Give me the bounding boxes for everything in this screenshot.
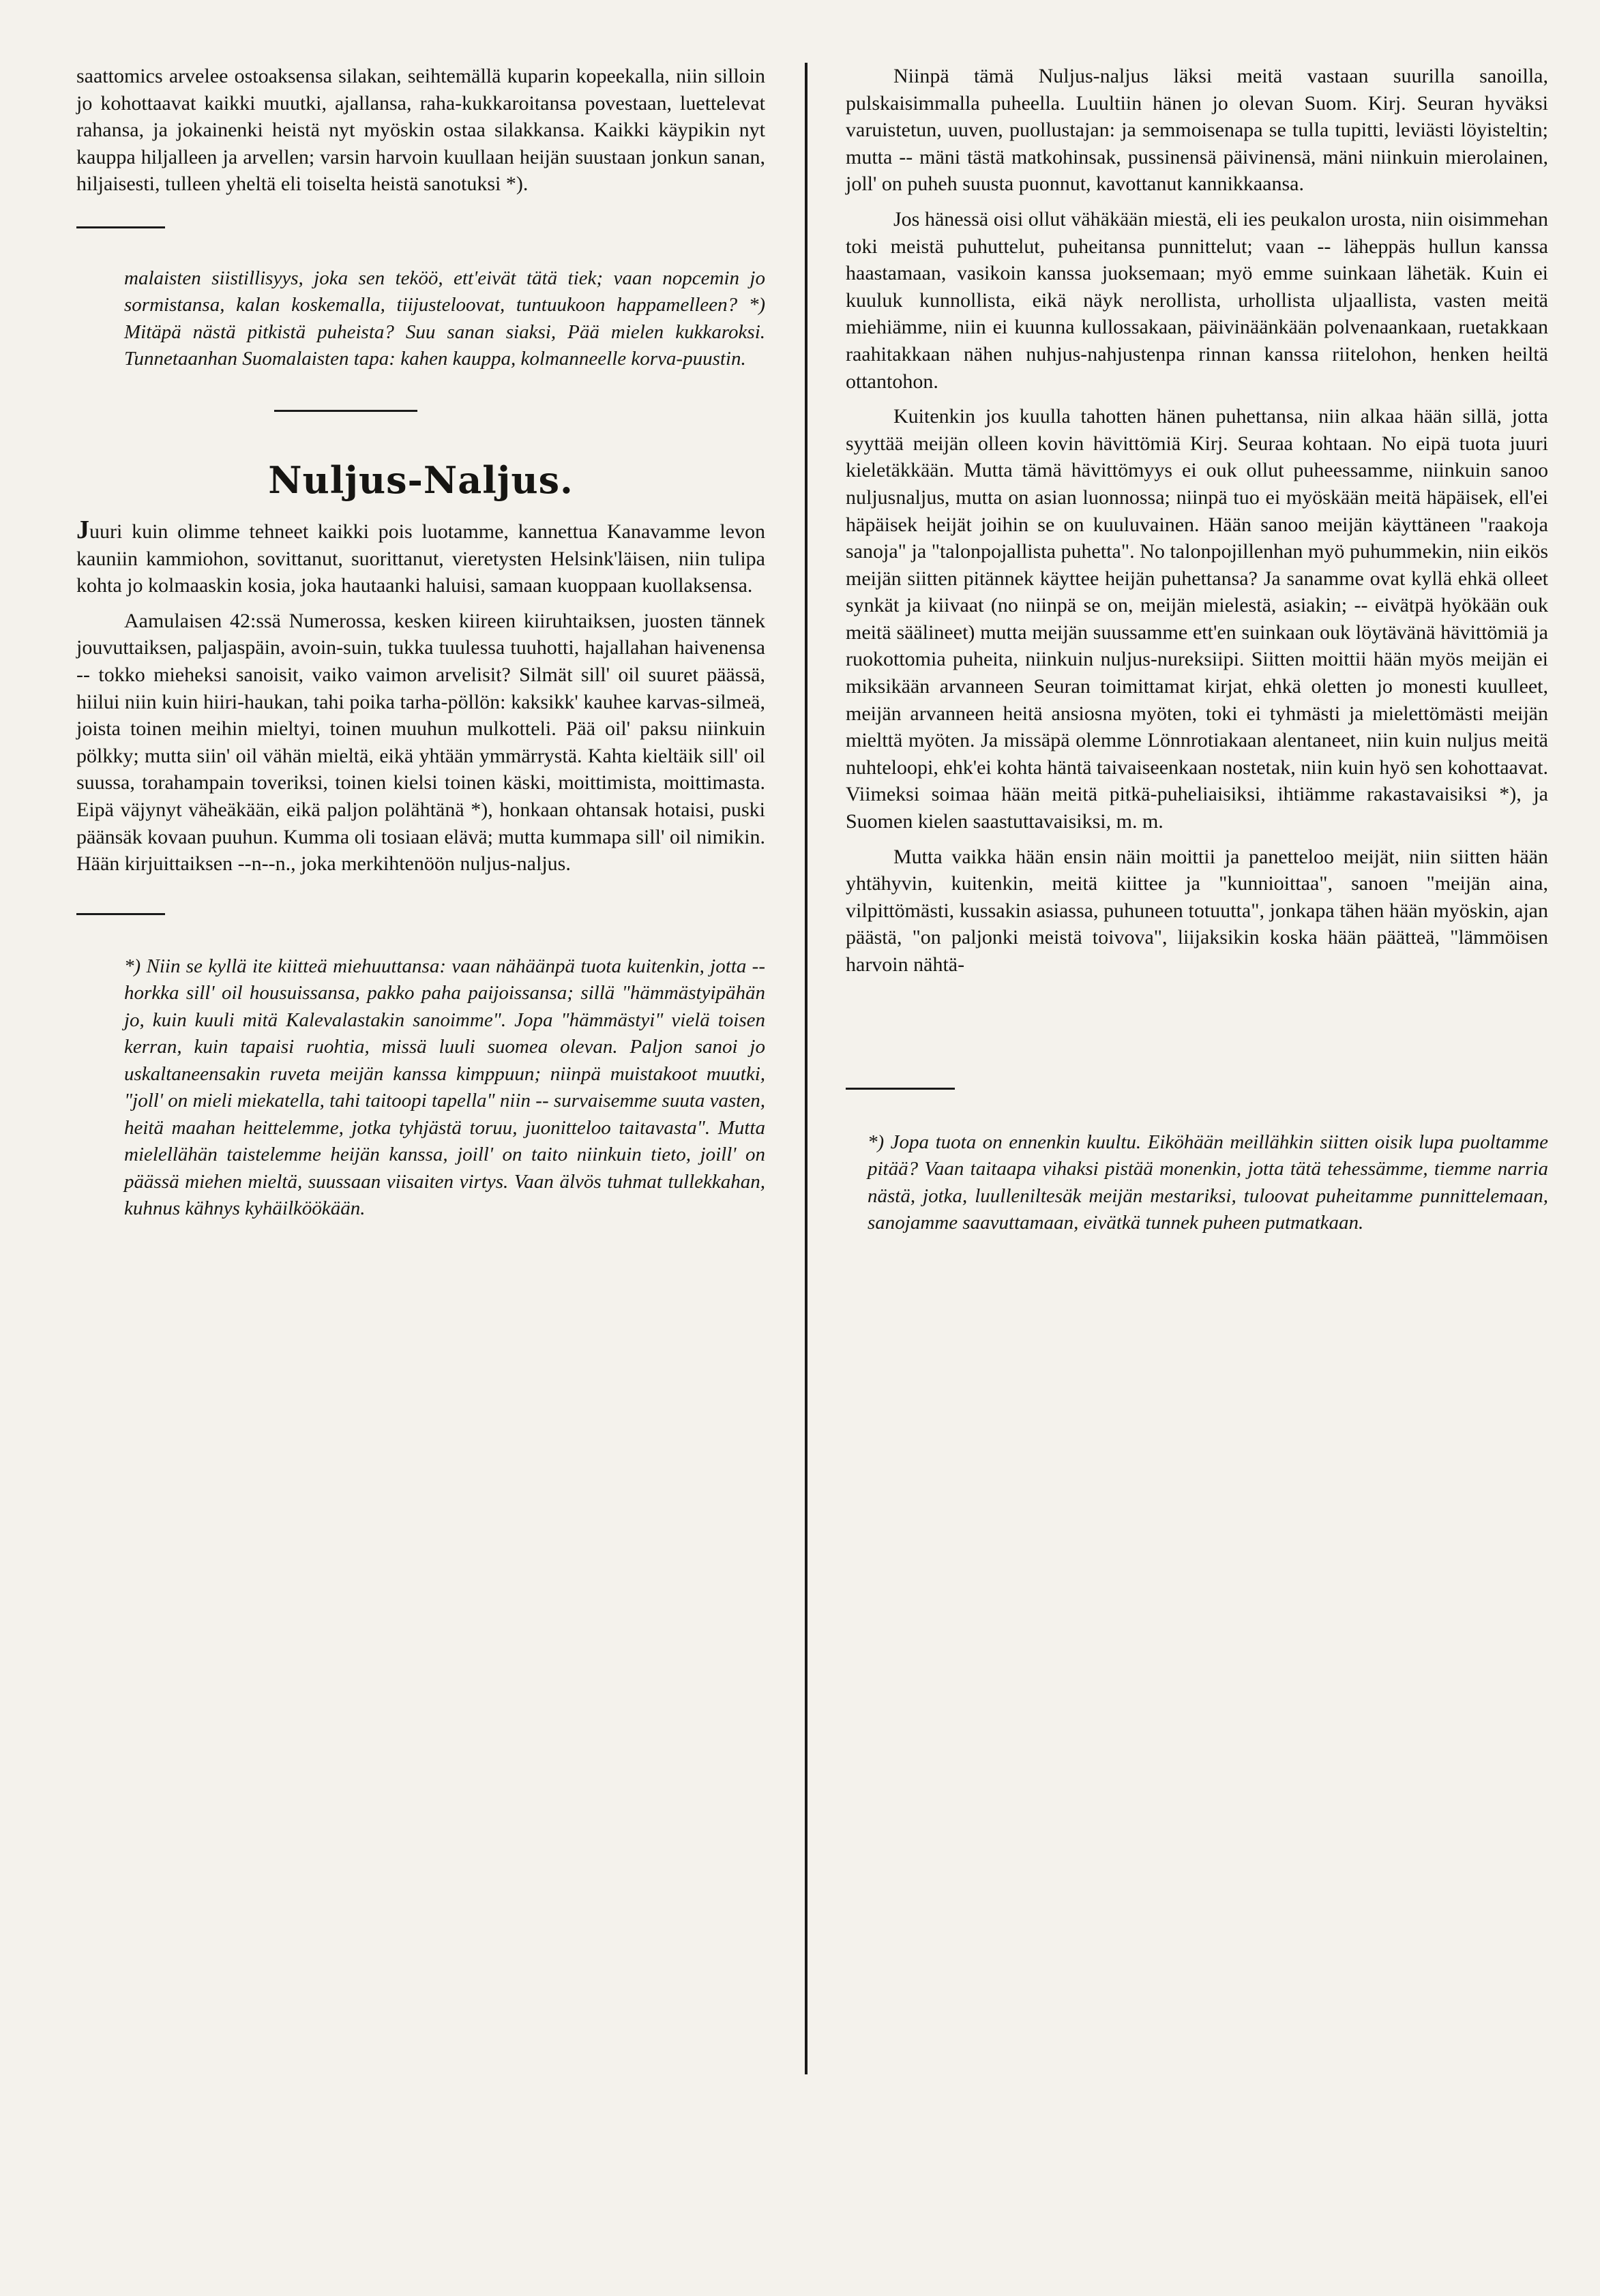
section-divider <box>274 410 417 412</box>
footnote-rule <box>846 1088 955 1090</box>
paragraph-top: saattomics arvelee ostoaksensa silakan, seihtemällä kuparin kopeekalla, niin silloin jo kohottaavat kaikki muutki, ajallansa, raha-kukkaroitansa povestaan, luettelevat rahansa, ja jokainenki heistä nyt myöskin ostaa silakkansa. Kaikki käypikin nyt kauppa hiljalleen ja arvellen; varsin harvoin kuullaan heijän suustaan jonkun sanan, hiljaisesti, tulleen yheltä eli toiselta heistä sanotuksi *). <box>76 65 765 196</box>
article-paragraph-1 <box>76 517 765 599</box>
footnote-right: *) Jopa tuota on ennenkin kuultu. Eiköhään meillähkin siitten oisik lupa puoltamme pitää? Vaan taitaapa vihaksi pistää monenkin, jotta tätä tehessämme, tiemme narria nästä, jotka, luulleniltesäk meijän mestariksi, tuloovat puheitamme punnittelemaan, sanojamme saavuttamaan, eivätkä tunnek puheen putmatkaan. <box>868 1131 1548 1234</box>
footnote-left: *) Niin se kyllä ite kiitteä miehuuttansa: vaan nähäänpä tuota kuitenkin, jotta -- horkka sill' oil housuissansa, pakko paha paijoissansa; sillä "hämmästyipähän jo, kuin kuuli mitä Kalevalastakin sanoimme". Jopa "hämmästyi" vielä toisen kerran, kuin tapaisi ruohtia, missä luuli suomea olevan. Paljon sanoi jo uskaltaneensakin ruveta meijän kanssa kimppuun; niinpä muistakoot muutki, "joll' on mieli miekatella, tahi taitoopi tapella" niin -- survaisemme suuta vasten, heitä maahan heittelemme, jotka tyhjästä toruu, juonitteloo taitavasta". Mutta mielellähän taistelemme heijän kanssa, joill' on taito niinkuin tieto, joill' on päässä miehen mieltä, suussaan viisaiten virtys. Vaan älvös tuhmat tullekkahan, kuhnus kähnys kyhäilköökään. <box>124 955 765 1220</box>
right-column <box>846 63 1548 1237</box>
right-paragraph-2: Jos hänessä oisi ollut vähäkään miestä, eli ies peukalon urosta, niin oisimmehan toki meistä puhuttelut, puheitansa punnittelut; vaan -- läheppäs hullun kanssa haastamaan, vasikoin kanssa juoksemaan; myö emme suinkaan lähetäk. Kuin ei kuuluk kunnollista, eikä näyk nerollista, urhollista uljaallista, vasten meitä miehiämme, niin ei kuunna kullossakaan, päivinäänkään polvenaankaan, ruetakkaan raahitakkaan nähen nuhjus-nahjustenpa rinnan kanssa riitelohon, henken heiltä ottantohon. <box>846 207 1548 393</box>
right-paragraph-4: Mutta vaikka hään ensin näin moittii ja panetteloo meijät, niin siitten hään yhtähyvin, kuitenkin, meitä kiittee ja "kunnioittaa", sanoen "meijän aina, vilpittömästi, kussakin asiassa, puhuneen totuutta", jonkapa tähen hään myöskin, ajan päästä, "on paljonki meistä toivova", liijaksikin koska hään päätteä, "lämmöisen harvoin nähtä- <box>846 845 1548 976</box>
right-paragraph-3: Kuitenkin jos kuulla tahotten hänen puhettansa, niin alkaa hään sillä, jotta syyttää meijän olleen kovin hävittömiä Kirj. Seuraa kohtaan. No eipä tuota juuri kieletäkkään. Mutta tämä hävittömyys ei ouk ollut puheessamme, niinkuin sanoo nuljusnaljus, mutta on asian luonnossa; niinpä tuo ei myöskään meitä häpäisek, ell'ei häpäisek heijät joihin se on kuuluvainen. Hään sanoo meijän käyttäneen "raakoja sanoja" ja "talonpojallista puhetta". No talonpojillenhan myö puhummekin, niin eikös meijän siitten pitännek käyttee heijän puhettansa? Ja sanamme ovat kyllä ehkä olleet synkät ja kiivaat (no niinpä se on, meijän mielestä, asiakin; -- eivätpä hyökään ouk meitä säälineet) mutta meijän suussamme ett'en suinkaan ouk löytävänä hävittömiä ja ruokottomia puheita, niinkuin nuljus-nureksiipi. Siitten moittii hään myös meijän ei miksikään arvanneen Seuran toimittamat kirjat, ehkä oletten jo monesti kuulleet, meijän arvanneen heitä ansiosna myöten, toki ei tyhmästi ja mielettömästi meijän mielttä myöten. Ja missäpä olemme Lönnrotiakaan alentaneet, niin kuin nuljus meitä nuhteloopi, ehk'ei kohta häntä taivaiseenkaan nostetak, niin kuin hyö sen kohottaavat. Viimeksi soimaa hään meitä pitkä-puheliaisiksi, ihtiämme rakastavaisiksi *), ja Suomen kielen saastuttavaisiksi, m. m. <box>846 405 1548 833</box>
footnote-rule <box>76 913 165 915</box>
drop-cap: J <box>76 515 89 544</box>
right-paragraph-1: Niinpä tämä Nuljus-naljus läksi meitä vastaan suurilla sanoilla, pulskaisimmalla puheella. Luultiin hänen jo olevan Suom. Kirj. Seuran hyväksi varuistetun, uuven, puollustajan: ja semmoisenapa se tulla tupitti, leviästi löyisteltin; mutta -- mäni tästä matkohinsak, pussinensä päivinensä, mäni niinkuin mierolainen, joll' on puheh suusta puonnut, kavottanut kannikkaansa. <box>846 65 1548 196</box>
article-heading: Nuljus-Naljus. <box>268 458 574 502</box>
left-column <box>76 63 765 1223</box>
article-paragraph-1-text: uuri kuin olimme tehneet kaikki pois luotamme, kannettua Kanavamme levon kauniin kammiohon, sovittanut, suorittanut, vieretysten Helsink'läisen, niin tulipa kohta jo kolmaaskin kosia, joka hautaanki haluisi, samaan kuoppaan kuollaksensa. <box>76 520 765 597</box>
column-divider <box>805 63 808 2074</box>
footnote-rule <box>76 226 165 228</box>
article-paragraph-2: Aamulaisen 42:ssä Numerossa, kesken kiireen kiiruhtaiksen, juosten tännek jouvuttaiksen, paljaspäin, avoin-suin, tukka tuulessa tuuhotti, hajallahan haivenensa -- tokko mieheksi sanoisit, vaiko vaimon arvelisit? Silmät sill' oil suuret päässä, hiilui niin kuin hiiri-haukan, tahi poika tarha-pöllön: kaksikk' kauhee karvas-silmeä, joista toinen meihin mieltyi, toinen muuhun mulkotteli. Pää oil' paksu niinkuin pölkky; mutta siin' oil vähän mieltä, eikä yhtään ymmärrystä. Kahta kieltäik sill' oil suussa, torahampain toveriksi, toinen kielsi toinen käski, moittimista, moittimasta. Eipä väjynyt väheäkään, eikä paljon polähtänä *), honkaan ohtansak hotaisi, puski päänsäk kovaan puuhun. Kumma oli tosiaan elävä; mutta kummapa sill' oil nimikin. Hään kirjuittaiksen --n--n., joka merkihtenöön nuljus-naljus. <box>76 609 765 876</box>
footnote-continued: malaisten siistillisyys, joka sen teköö, ett'eivät tätä tiek; vaan nopcemin jo sormistansa, kalan koskemalla, tiijusteloovat, tuntuukoon happamelleen? *) Mitäpä nästä pitkistä puheista? Suu sanan siaksi, Pää mielen kukkaroksi. Tunnetaanhan Suomalaisten tapa: kahen kauppa, kolmanneelle korva-puustin. <box>124 267 765 370</box>
